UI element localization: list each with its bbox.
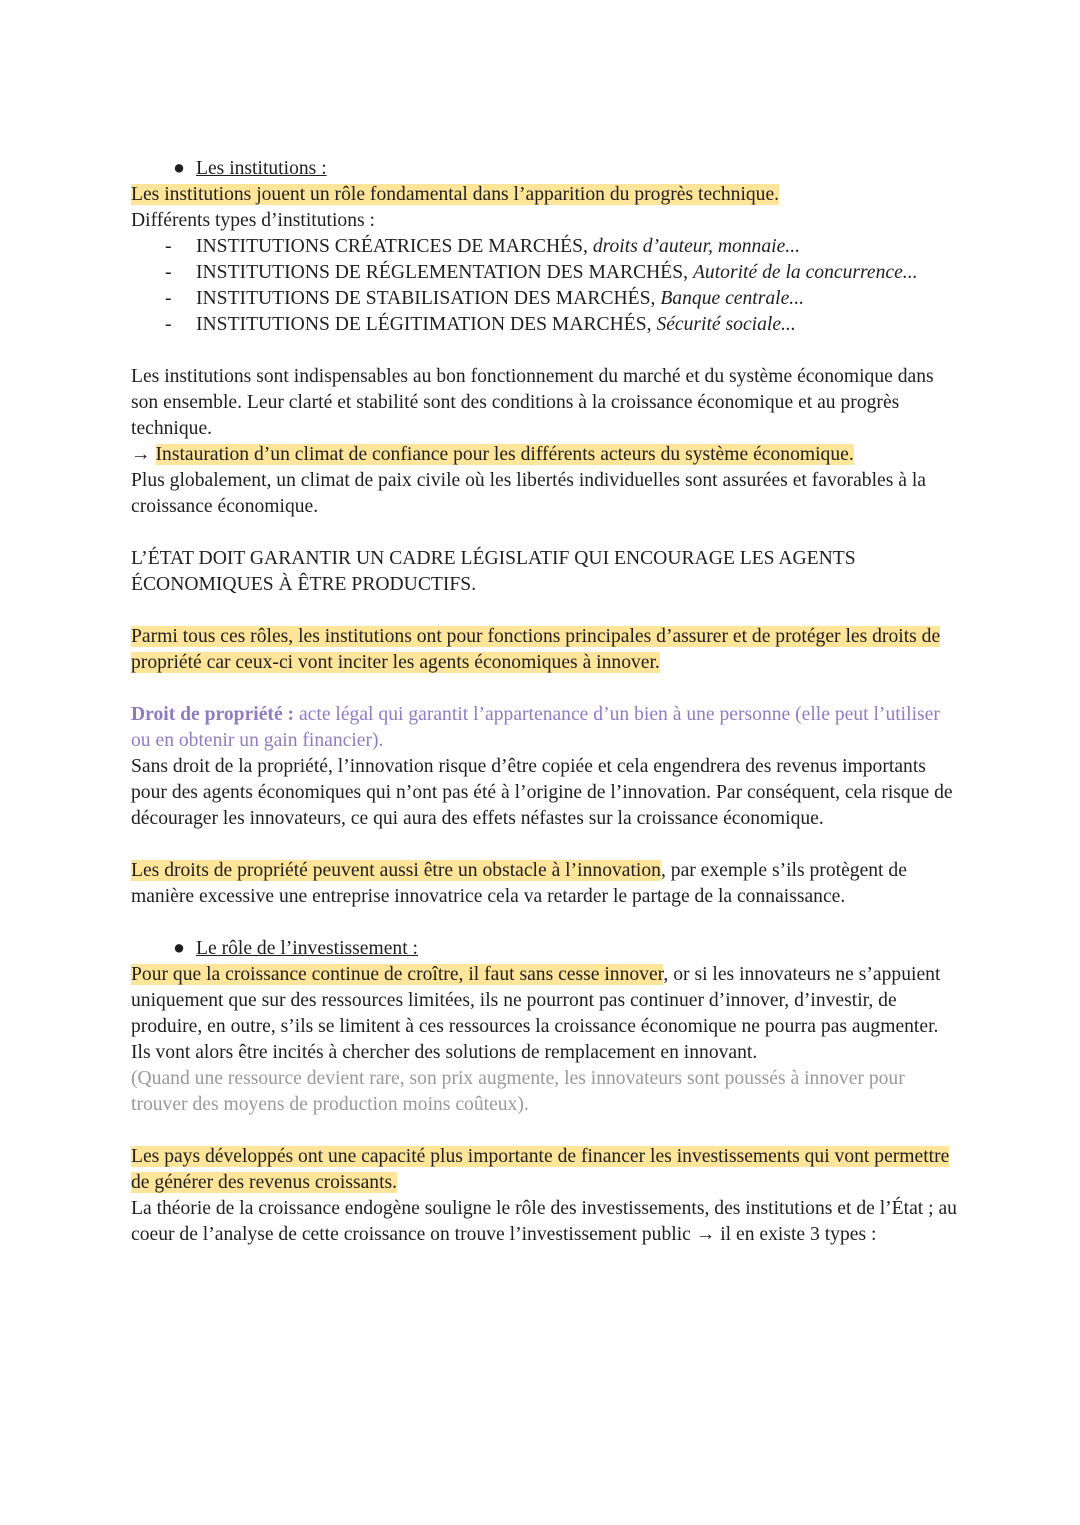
obstacle-paragraph: Les droits de propriété peuvent aussi être un obstacle à l’innovation, par exemple s’ils protègent de manière excessive une entreprise innovatrice cela va retarder le partage de la connaissance. [131, 860, 907, 907]
types-label: Différents types d’institutions : [131, 210, 375, 231]
section-heading-investment [131, 936, 961, 962]
caps-statement: L’ÉTAT DOIT GARANTIR UN CADRE LÉGISLATIF QUI ENCOURAGE LES AGENTS ÉCONOMIQUES À ÊTRE PRODUCTIFS. [131, 548, 856, 595]
highlighted-text: Pour que la croissance continue de croître, il faut sans cesse innover [131, 964, 664, 985]
dash-marker: - [165, 262, 172, 283]
dash-marker: - [165, 236, 172, 257]
property-rights-paragraph [131, 624, 961, 676]
list-item [131, 234, 961, 260]
property-consequence-paragraph: Sans droit de la propriété, l’innovation risque d’être copiée et cela engendrera des revenus importants pour des agents économiques qui n’ont pas été à l’origine de l’innovation. Par conséquent, cela risque de décourager les innovateurs, ce qui aura des effets néfastes sur la croissance économique. [131, 756, 953, 829]
arrow-icon: → [131, 444, 151, 465]
definition [131, 702, 961, 754]
list-item-name: INSTITUTIONS DE STABILISATION DES MARCHÉS, [196, 288, 656, 309]
innovation-paragraph: Pour que la croissance continue de croître, il faut sans cesse innover, or si les innovateurs ne s’appuient uniquement que sur des ressources limitées, ils ne pourront pas continuer d’innover, d’investir, de produire, en outre, s’ils se limitent à ces ressources la croissance économique ne pourra pas augmenter. Ils vont alors être incités à chercher des solutions de remplacement en innovant. [131, 964, 941, 1063]
definition-term: Droit de propriété : [131, 704, 295, 725]
document-page [131, 156, 961, 1248]
endogenous-growth-paragraph: La théorie de la croissance endogène souligne le rôle des investissements, des institutions et de l’État ; au coeur de l’analyse de cette croissance on trouve l’investissement public → il en existe 3 types : [131, 1198, 957, 1245]
list-item-name: INSTITUTIONS DE LÉGITIMATION DES MARCHÉS, [196, 314, 652, 335]
dash-marker: - [165, 314, 172, 335]
list-item-name: INSTITUTIONS DE RÉGLEMENTATION DES MARCHÉS, [196, 262, 689, 283]
list-item-example: Autorité de la concurrence... [692, 262, 918, 283]
list-item-example: droits d’auteur, monnaie... [592, 236, 800, 257]
list-item [131, 260, 961, 286]
definition-text: acte légal qui garantit l’appartenance d’un bien à une personne (elle peut l’utiliser ou en obtenir un gain financier). [131, 704, 940, 751]
highlighted-text: Instauration d’un climat de confiance pour les différents acteurs du système économique. [155, 444, 854, 465]
dash-marker: - [165, 288, 172, 309]
list-item [131, 286, 961, 312]
section-heading-institutions [131, 156, 961, 182]
list-item-example: Banque centrale... [660, 288, 804, 309]
bullet-icon: ● [173, 158, 185, 179]
developed-countries-paragraph [131, 1144, 961, 1196]
highlighted-text: Les institutions jouent un rôle fondamental dans l’apparition du progrès technique. [131, 184, 780, 205]
list-item-name: INSTITUTIONS CRÉATRICES DE MARCHÉS, [196, 236, 588, 257]
institution-types-list [131, 234, 961, 338]
intro-paragraph [131, 182, 961, 208]
list-item [131, 312, 961, 338]
highlighted-text: Parmi tous ces rôles, les institutions ont pour fonctions principales d’assurer et de protéger les droits de propriété car ceux-ci vont inciter les agents économiques à innover. [131, 626, 941, 673]
list-item-example: Sécurité sociale... [656, 314, 796, 335]
heading-text: Les institutions : [196, 158, 327, 179]
heading-text: Le rôle de l’investissement : [196, 938, 418, 959]
institutions-paragraph: Les institutions sont indispensables au bon fonctionnement du marché et du système économique dans son ensemble. Leur clarté et stabilité sont des conditions à la croissance économique et au progrès technique. → Instauration d’un climat de confiance pour les différents acteurs du système économique. Plus globalement, un climat de paix civile où les libertés individuelles sont assurées et favorables à la croissance économique. [131, 366, 934, 517]
bullet-icon: ● [173, 938, 185, 959]
note-paragraph: (Quand une ressource devient rare, son prix augmente, les innovateurs sont poussés à innover pour trouver des moyens de production moins coûteux). [131, 1068, 905, 1115]
highlighted-text: Les pays développés ont une capacité plus importante de financer les investissements qui vont permettre de générer des revenus croissants. [131, 1146, 950, 1193]
highlighted-text: Les droits de propriété peuvent aussi être un obstacle à l’innovation [131, 860, 661, 881]
